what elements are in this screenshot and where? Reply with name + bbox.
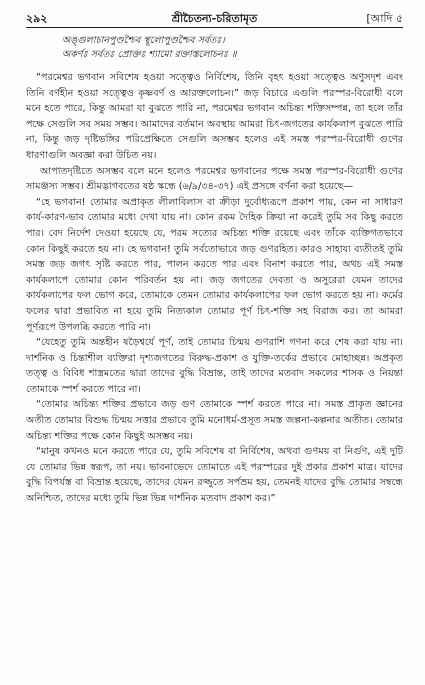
paragraph: “মানুষ কখনও মনে করতে পারে যে, তুমি সবিশেষ বা নির্বিশেষ, অথবা গুণময় বা নির্গুণ, এই দুটি যে তোমার ভিন্ন স্বরূপ, তা নয়। ভাবনাভেদে তোমাতে এই পরস্পরের দুই প্রকার প্রকাশ মাত্র। যাদের বুদ্ধি বিপর্যস্ত বা বিভ্রান্ত হয়েছে, তাদের যেমন রজ্জুতে সর্পভ্রম হয়, তেমনই যাদের বুদ্ধি তোমার সম্বন্ধে অনিশ্চিত, তাদের মধ্যে তুমি ভিন্ন ভিন্ন দার্শনিক মতবাদ প্রকাশ কর।” (26, 446, 403, 505)
page-number: ২৯২ (26, 12, 48, 25)
header-rule (26, 27, 403, 28)
verse-line: অকর্ণঃ সর্বতঃ প্রোক্তঃ শ্যামো রক্তাস্তলোচনঃ ॥ (62, 49, 237, 60)
running-title: শ্রীচৈতন্য-চরিতামৃত (171, 12, 258, 25)
section-marker: [আদি ৫ (366, 12, 403, 25)
paragraph: “যেহেতু তুমি অন্তহীন ষড়ৈশ্বর্যে পূর্ণ, তাই তোমার চিন্ময় গুণরাশি গণনা করে শেষ করা যায় না। দার্শনিক ও চিন্তাশীল ব্যক্তিরা দৃশ্যজগতের বিরুদ্ধ-প্রকাশ ও যুক্তি-তর্কের প্রভাবে মোহাচ্ছন্ন। অপ্রকৃত তত্ত্ব ও বিবিধ শাস্ত্রমতের দ্বারা তাদের বুদ্ধি বিভ্রান্ত, তাই তাদের মতবাদ সকলের শাসক ও নিয়ন্তা তোমাকে স্পর্শ করতে পারে না। (26, 337, 403, 395)
paragraph: আপাতদৃষ্টিতে অসম্ভব বলে মনে হলেও পরমেশ্বর ভগবানের পক্ষে সমস্ত পরস্পর-বিরোধী গুণের সামঞ্জস্য সম্ভব। শ্রীমদ্ভাগবতের ষষ্ঠ স্কন্ধে (৬/৯/৩৪-৩৭) এই প্রসঙ্গে বর্ণনা করা হয়েছে— (26, 165, 403, 193)
paragraph: “তোমার অচিন্ত্য শক্তির প্রভাবে জড় গুণ তোমাকে স্পর্শ করতে পারে না। সমস্ত প্রাকৃত জ্ঞানের অতীত তোমার বিশুদ্ধ চিন্ময় সত্তার প্রভাবে তুমি মনোধর্ম-প্রসূত সমস্ত জল্পনা-কল্পনার অতীত। তোমার অচিন্ত্য শক্তির পক্ষে কোন কিছুই অসম্ভব নয়। (26, 399, 403, 442)
body-text (26, 70, 403, 507)
verse-line: অঙ্গুলাচানপুণ্ডশ্চৈব স্থূলোপুণ্ডশ্চৈব সর্বতঃ। (62, 35, 225, 46)
document-page (0, 6, 425, 685)
paragraph: “হে ভগবান! তোমার অপ্রাকৃত লীলাবিলাস বা ক্রীড়া দুর্বোধ্যরূপে প্রকাশ পায়, কেন না সাধারণ কার্য-কারণ-ভাব তোমার মধ্যে দেখা যায় না। কোন রকম দৈহিক ক্রিয়া না করেই তুমি সব কিছু করতে পার। বেদ নির্দেশ দেওয়া হয়েছে যে, পরম সত্যের অচিন্ত্য শক্তি রয়েছে এবং তাঁকে ব্যক্তিগতভাবে কোন কিছুই করতে হয় না। হে ভগবান! তুমি সর্বতোভাবে জড় গুণরহিত। কারও সাহায্য ব্যতীতই তুমি সমস্ত জড় জগৎ সৃষ্টি করতে পার, পালন করতে পার এবং বিনাশ করতে পার, অথচ এই সমস্ত কার্যকলাপে তোমার কোন পরিবর্তন হয় না। জড় জগতের দেবতা ও অসুরেরা যেমন তাদের কার্যকলাপের ফল ভোগ করে, তোমাকে তেমন তোমার কার্যকলাপের ফল ভোগ করতে হয় না। কর্মের ফলের দ্বারা প্রভাবিত না হয়ে তুমি নিত্যকাল তোমার পূর্ণ চিৎ-শক্তি সহ বিরাজ কর। তা আমরা পূর্ণরূপে উপলব্ধি করতে পারি না। (26, 196, 403, 333)
paragraph: “পরমেশ্বর ভগবান সবিশেষ হওয়া সত্ত্বেও নির্বিশেষ, তিনি বৃহৎ হওয়া সত্ত্বেও অণুসদৃশ এবং তিনি বর্ণহীন হওয়া সত্ত্বেও কৃষ্ণবর্ণ ও আরক্তলোচন।” জড় বিচারে এগুলি পরস্পর-বিরোধী বলে মনে হতে পারে, কিন্তু আমরা যা বুঝতে পারি না, পরমেশ্বর ভগবান অচিন্ত্য শক্তিসম্পন্ন, তা হলে তাঁর পক্ষে সেগুলি সব সময় সম্ভব। আমাদের বর্তমান অবস্থায় আমরা চিৎ-জগতের কার্যকলাপ বুঝতে পারি না, কিন্তু জড় দৃষ্টিভঙ্গির পরিপ্রেক্ষিতে সেগুলি অসম্ভব হলেও এই সমস্ত পরস্পর-বিরোধী গুণের ধারণাগুলি অবজ্ঞা করা উচিত নয়। (26, 72, 403, 161)
page-header (26, 6, 403, 28)
sanskrit-verse (62, 34, 403, 62)
